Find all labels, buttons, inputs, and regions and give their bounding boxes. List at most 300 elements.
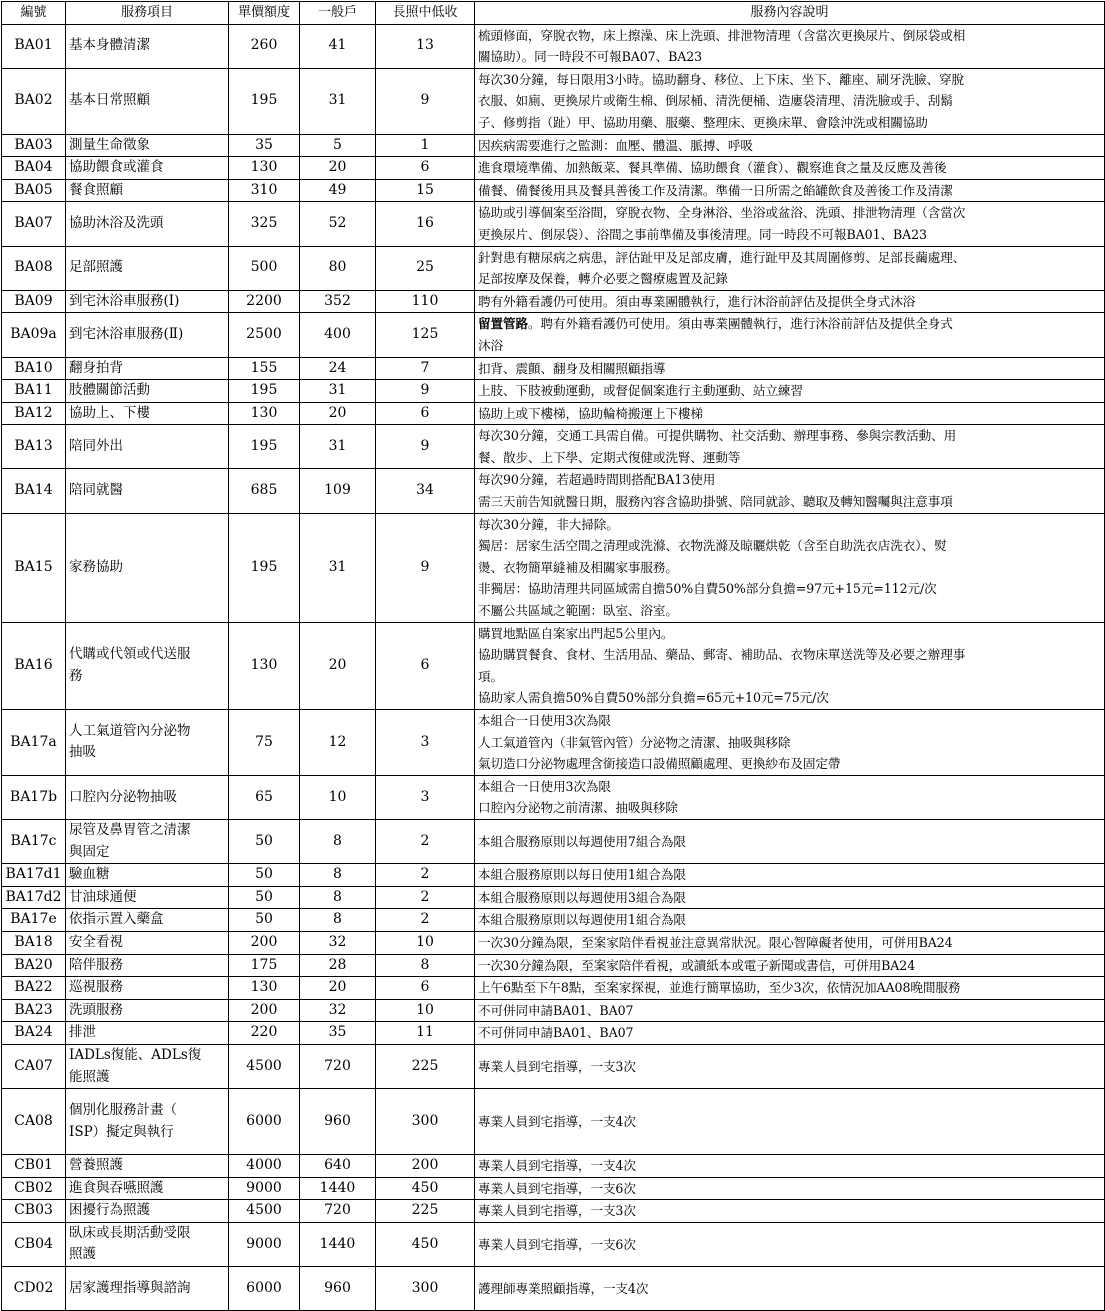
general-household-amount: 5: [300, 134, 376, 157]
service-description: [475, 179, 1105, 202]
service-name-line: 巡視服務: [69, 979, 123, 996]
unit-price: 155: [229, 357, 300, 380]
service-code: BA02: [2, 68, 66, 134]
service-name: [66, 246, 229, 290]
service-name-line: 與固定: [69, 843, 110, 860]
service-name: [66, 1266, 229, 1310]
general-household-amount: 35: [300, 1022, 376, 1045]
description-line: [478, 644, 1101, 666]
general-household-amount: 20: [300, 157, 376, 180]
service-name-line: 協助沐浴及洗頭: [69, 215, 164, 232]
service-name-line: 到宅沐浴車服務(Ⅰ): [69, 292, 180, 309]
service-code: BA15: [2, 513, 66, 622]
service-description: [475, 290, 1105, 313]
low-income-amount: 11: [376, 1022, 475, 1045]
description-line: [478, 623, 1101, 645]
description-line: [478, 1155, 1101, 1177]
low-income-amount: 10: [376, 932, 475, 955]
description-line: [478, 313, 1101, 335]
table-row: [2, 157, 1105, 180]
description-line: [478, 1200, 1101, 1222]
service-description: [475, 864, 1105, 887]
service-description: [475, 1266, 1105, 1310]
unit-price: 9000: [229, 1222, 300, 1266]
low-income-amount: 2: [376, 820, 475, 864]
low-income-amount: 2: [376, 909, 475, 932]
table-row: [2, 932, 1105, 955]
description-line: [478, 447, 1101, 469]
service-name: [66, 134, 229, 157]
service-name-line: ISP）擬定與執行: [69, 1123, 174, 1140]
table-row: [2, 1044, 1105, 1088]
service-name: [66, 775, 229, 819]
service-name-line: 家務協助: [69, 558, 123, 575]
description-line: [478, 535, 1101, 557]
unit-price: 130: [229, 157, 300, 180]
description-text: 。聘有外籍看護仍可使用。須由專業團體執行，進行沐浴前評估及提供全身式: [527, 316, 953, 332]
description-text: 協助家人需負擔50%自費50%部分負擔=65元+10元=75元/次: [478, 690, 829, 706]
table-row: [2, 775, 1105, 819]
description-text: 衣服、如廁、更換尿片或衛生棉、倒尿桶、清洗便桶、造廔袋清理、清洗臉或手、刮鬍: [478, 93, 953, 109]
service-code: BA17c: [2, 820, 66, 864]
table-header-row: [2, 2, 1105, 25]
description-line: [478, 1022, 1101, 1044]
unit-price: 195: [229, 68, 300, 134]
service-code: BA01: [2, 24, 66, 68]
service-code: BA17b: [2, 775, 66, 819]
service-name-line: 足部照護: [69, 259, 123, 276]
description-line: [478, 687, 1101, 709]
low-income-amount: 9: [376, 380, 475, 403]
low-income-amount: 6: [376, 157, 475, 180]
description-line: [478, 1234, 1101, 1256]
table-row: [2, 425, 1105, 469]
general-household-amount: 10: [300, 775, 376, 819]
description-line: [478, 112, 1101, 134]
unit-price: 130: [229, 402, 300, 425]
description-line: [478, 380, 1101, 402]
table-row: [2, 1222, 1105, 1266]
low-income-amount: 300: [376, 1266, 475, 1310]
low-income-amount: 200: [376, 1154, 475, 1177]
table-row: [2, 513, 1105, 622]
description-text: 氣切造口分泌物處理含銜接造口設備照顧處理、更換紗布及固定帶: [478, 756, 841, 772]
general-household-amount: 1440: [300, 1222, 376, 1266]
unit-price: 200: [229, 999, 300, 1022]
service-name-line: 進食與吞嚥照護: [69, 1179, 164, 1196]
description-text: 上午6點至下午8點，至案家探視，並進行簡單協助，至少3次，依情況加AA08晚間服務: [478, 980, 961, 996]
description-line: [478, 135, 1101, 157]
service-description: [475, 954, 1105, 977]
general-household-amount: 20: [300, 402, 376, 425]
description-line: [478, 666, 1101, 688]
service-code: CA07: [2, 1044, 66, 1088]
description-line: [478, 909, 1101, 931]
description-text: 上肢、下肢被動運動，或督促個案進行主動運動、站立練習: [478, 383, 803, 399]
description-text: 沐浴: [478, 337, 503, 353]
service-description: [475, 380, 1105, 403]
general-household-amount: 12: [300, 710, 376, 776]
service-name: [66, 886, 229, 909]
description-text: 護理師專業照顧指導，一支4次: [478, 1280, 649, 1296]
service-code: BA16: [2, 622, 66, 709]
low-income-amount: 16: [376, 202, 475, 246]
description-line: [478, 469, 1101, 491]
description-line: [478, 831, 1101, 853]
service-name: [66, 1022, 229, 1045]
description-text: 非獨居：協助清理共同區域需自擔50%自費50%部分負擔=97元+15元=112元/次: [478, 581, 937, 597]
description-line: [478, 776, 1101, 798]
service-name: [66, 1222, 229, 1266]
general-household-amount: 31: [300, 425, 376, 469]
service-name: [66, 357, 229, 380]
service-description: [475, 24, 1105, 68]
table-row: [2, 864, 1105, 887]
description-text: 專業人員到宅指導，一支4次: [478, 1157, 636, 1173]
description-text: 燙、衣物簡單縫補及相關家事服務。: [478, 559, 678, 575]
service-name: [66, 909, 229, 932]
description-line: [478, 1278, 1101, 1300]
low-income-amount: 6: [376, 402, 475, 425]
description-text: 子、修剪指（趾）甲、協助用藥、服藥、整理床、更換床單、會陰沖洗或相關協助: [478, 114, 928, 130]
general-household-amount: 8: [300, 886, 376, 909]
description-line: [478, 600, 1101, 622]
service-code: BA12: [2, 402, 66, 425]
unit-price: 130: [229, 622, 300, 709]
description-line: [478, 403, 1101, 425]
table-row: [2, 290, 1105, 313]
service-name-line: IADLs復能、ADLs復: [69, 1046, 202, 1063]
service-description: [475, 402, 1105, 425]
service-name-line: 陪同就醫: [69, 482, 123, 499]
description-line: [478, 268, 1101, 290]
description-line: [478, 955, 1101, 977]
description-text: 進食環境準備、加熱飯菜、餐具準備、協助餵食（灌食）、觀察進食之量及反應及善後: [478, 160, 947, 176]
description-line: [478, 887, 1101, 909]
table-row: [2, 1266, 1105, 1310]
service-name-line: 協助餵食或灌食: [69, 159, 164, 176]
col-header-service: 服務項目: [66, 2, 229, 25]
service-name: [66, 622, 229, 709]
unit-price: 4500: [229, 1200, 300, 1223]
description-text: 本組合服務原則以每週使用3組合為限: [478, 889, 686, 905]
description-line: [478, 1178, 1101, 1200]
description-text: 針對患有糖尿病之病患，評估趾甲及足部皮膚，進行趾甲及其周圍修剪、足部長繭處理、: [478, 249, 966, 265]
service-description: [475, 1222, 1105, 1266]
service-description: [475, 886, 1105, 909]
service-name: [66, 313, 229, 357]
description-text: 梳頭修面，穿脫衣物，床上擦澡、床上洗頭、排泄物清理（含當次更換尿片、倒尿袋或相: [478, 27, 966, 43]
table-row: [2, 999, 1105, 1022]
service-description: [475, 775, 1105, 819]
service-name: [66, 425, 229, 469]
service-name-line: 肢體關節活動: [69, 382, 150, 399]
unit-price: 50: [229, 886, 300, 909]
description-text: 項。: [478, 668, 503, 684]
service-description: [475, 425, 1105, 469]
description-text: 獨居：居家生活空間之清理或洗滌、衣物洗滌及晾曬烘乾（含至自助洗衣店洗衣）、熨: [478, 538, 947, 554]
description-text: 每次90分鐘，若超過時間則搭配BA13使用: [478, 472, 716, 488]
low-income-amount: 15: [376, 179, 475, 202]
service-description: [475, 202, 1105, 246]
unit-price: 6000: [229, 1089, 300, 1155]
description-text: 本組合一日使用3次為限: [478, 778, 611, 794]
service-name: [66, 513, 229, 622]
low-income-amount: 9: [376, 425, 475, 469]
description-text: 協助購買餐食、食材、生活用品、藥品、郵寄、補助品、衣物床單送洗等及必要之辦理事: [478, 647, 966, 663]
service-name: [66, 202, 229, 246]
description-text: 需三天前告知就醫日期，服務內容含協助掛號、陪同就診、聽取及轉知醫囑與注意事項: [478, 494, 953, 510]
service-name-line: 代購或代領或代送服: [69, 646, 191, 663]
service-name-line: 營養照護: [69, 1156, 123, 1173]
description-text: 一次30分鐘為限，至案家陪伴看視，或讀紙本或電子新聞或書信，可併用BA24: [478, 957, 916, 973]
service-code: BA04: [2, 157, 66, 180]
low-income-amount: 110: [376, 290, 475, 313]
description-line: [478, 46, 1101, 68]
table-row: [2, 202, 1105, 246]
unit-price: 325: [229, 202, 300, 246]
description-text: 因疾病需要進行之監測：血壓、體溫、脈搏、呼吸: [478, 137, 753, 153]
service-name: [66, 290, 229, 313]
service-name-line: 抽吸: [69, 744, 96, 761]
general-household-amount: 32: [300, 932, 376, 955]
service-name: [66, 469, 229, 513]
low-income-amount: 8: [376, 954, 475, 977]
unit-price: 500: [229, 246, 300, 290]
col-header-code: 編號: [2, 2, 66, 25]
service-name-line: 陪同外出: [69, 438, 123, 455]
service-name: [66, 157, 229, 180]
service-code: BA05: [2, 179, 66, 202]
description-line: [478, 932, 1101, 954]
service-name-line: 洗頭服務: [69, 1001, 123, 1018]
service-description: [475, 710, 1105, 776]
low-income-amount: 25: [376, 246, 475, 290]
service-code: CB01: [2, 1154, 66, 1177]
table-row: [2, 954, 1105, 977]
general-household-amount: 49: [300, 179, 376, 202]
unit-price: 6000: [229, 1266, 300, 1310]
service-description: [475, 1022, 1105, 1045]
description-line: [478, 578, 1101, 600]
description-text: 本組合服務原則以每週使用1組合為限: [478, 912, 686, 928]
service-table: [1, 1, 1105, 1311]
unit-price: 200: [229, 932, 300, 955]
col-header-general: 一般戶: [300, 2, 376, 25]
service-name-line: 基本身體清潔: [69, 37, 150, 54]
unit-price: 310: [229, 179, 300, 202]
description-text: 專業人員到宅指導，一支4次: [478, 1113, 636, 1129]
service-description: [475, 622, 1105, 709]
low-income-amount: 125: [376, 313, 475, 357]
service-name: [66, 1200, 229, 1223]
service-name: [66, 179, 229, 202]
table-row: [2, 820, 1105, 864]
unit-price: 65: [229, 775, 300, 819]
description-text: 本組合一日使用3次為限: [478, 713, 611, 729]
unit-price: 220: [229, 1022, 300, 1045]
table-row: [2, 909, 1105, 932]
service-code: BA11: [2, 380, 66, 403]
service-name: [66, 977, 229, 1000]
service-name-line: 翻身拍背: [69, 359, 123, 376]
description-line: [478, 732, 1101, 754]
service-name: [66, 1177, 229, 1200]
description-text: 本組合服務原則以每日使用1組合為限: [478, 867, 686, 883]
service-code: BA03: [2, 134, 66, 157]
unit-price: 2500: [229, 313, 300, 357]
service-description: [475, 1200, 1105, 1223]
unit-price: 260: [229, 24, 300, 68]
unit-price: 130: [229, 977, 300, 1000]
service-description: [475, 820, 1105, 864]
service-code: BA10: [2, 357, 66, 380]
service-name: [66, 954, 229, 977]
general-household-amount: 960: [300, 1266, 376, 1310]
table-row: [2, 246, 1105, 290]
service-code: CA08: [2, 1089, 66, 1155]
service-description: [475, 977, 1105, 1000]
table-row: [2, 24, 1105, 68]
service-description: [475, 1089, 1105, 1155]
description-line: [478, 864, 1101, 886]
description-text: 備餐、備餐後用具及餐具善後工作及清潔。準備一日所需之餡罐飲食及善後工作及清潔: [478, 182, 953, 198]
description-text: 足部按摩及保養，轉介必要之醫療處置及記錄: [478, 271, 728, 287]
description-text: 專業人員到宅指導，一支6次: [478, 1180, 636, 1196]
description-text: 專業人員到宅指導，一支3次: [478, 1203, 636, 1219]
unit-price: 50: [229, 820, 300, 864]
service-code: BA14: [2, 469, 66, 513]
unit-price: 50: [229, 864, 300, 887]
general-household-amount: 109: [300, 469, 376, 513]
description-line: [478, 1000, 1101, 1022]
service-code: BA09a: [2, 313, 66, 357]
description-text: 不屬公共區域之範圍：臥室、浴室。: [478, 603, 678, 619]
low-income-amount: 225: [376, 1200, 475, 1223]
description-text: 一次30分鐘為限，至案家陪伴看視並注意異常狀況。限心智障礙者使用，可併用BA24: [478, 935, 953, 951]
description-line: [478, 157, 1101, 179]
table-row: [2, 134, 1105, 157]
description-text: 每次30分鐘，非大掃除。: [478, 516, 619, 532]
description-line: [478, 425, 1101, 447]
description-line: [478, 710, 1101, 732]
service-name-line: 困擾行為照護: [69, 1202, 150, 1219]
unit-price: 50: [229, 909, 300, 932]
service-name-line: 人工氣道管內分泌物: [69, 722, 191, 739]
service-code: BA17d2: [2, 886, 66, 909]
general-household-amount: 640: [300, 1154, 376, 1177]
service-code: CB04: [2, 1222, 66, 1266]
low-income-amount: 7: [376, 357, 475, 380]
description-line: [478, 797, 1101, 819]
description-text: 本組合服務原則以每週使用7組合為限: [478, 833, 686, 849]
unit-price: 195: [229, 380, 300, 403]
service-description: [475, 999, 1105, 1022]
service-name-line: 甘油球通便: [69, 888, 137, 905]
service-description: [475, 1044, 1105, 1088]
service-name-line: 排泄: [69, 1024, 96, 1041]
unit-price: 195: [229, 425, 300, 469]
general-household-amount: 352: [300, 290, 376, 313]
low-income-amount: 1: [376, 134, 475, 157]
service-name: [66, 1154, 229, 1177]
service-code: BA17e: [2, 909, 66, 932]
service-name-line: 依指示置入藥盒: [69, 911, 164, 928]
unit-price: 685: [229, 469, 300, 513]
service-code: BA08: [2, 246, 66, 290]
service-description: [475, 1177, 1105, 1200]
unit-price: 35: [229, 134, 300, 157]
col-header-price: 單價額度: [229, 2, 300, 25]
unit-price: 4500: [229, 1044, 300, 1088]
service-code: BA13: [2, 425, 66, 469]
table-row: [2, 622, 1105, 709]
low-income-amount: 2: [376, 864, 475, 887]
general-household-amount: 31: [300, 68, 376, 134]
description-text: 專業人員到宅指導，一支6次: [478, 1236, 636, 1252]
unit-price: 9000: [229, 1177, 300, 1200]
service-name: [66, 402, 229, 425]
description-text: 不可併同申請BA01、BA07: [478, 1025, 634, 1041]
table-row: [2, 1154, 1105, 1177]
service-description: [475, 68, 1105, 134]
service-name-line: 陪伴服務: [69, 956, 123, 973]
general-household-amount: 8: [300, 820, 376, 864]
low-income-amount: 450: [376, 1177, 475, 1200]
service-description: [475, 469, 1105, 513]
description-text: 每次30分鐘，每日限用3小時。協助翻身、移位、上下床、坐下、離座、刷牙洗臉、穿脫: [478, 71, 965, 87]
description-line: [478, 247, 1101, 269]
service-description: [475, 246, 1105, 290]
service-code: BA18: [2, 932, 66, 955]
low-income-amount: 6: [376, 977, 475, 1000]
service-description: [475, 932, 1105, 955]
service-name: [66, 380, 229, 403]
service-name-line: 居家護理指導與諮詢: [69, 1279, 191, 1296]
description-line: [478, 180, 1101, 202]
description-line: [478, 358, 1101, 380]
unit-price: 175: [229, 954, 300, 977]
service-name-line: 個別化服務計畫（: [69, 1101, 177, 1118]
description-line: [478, 753, 1101, 775]
general-household-amount: 41: [300, 24, 376, 68]
table-row: [2, 1089, 1105, 1155]
general-household-amount: 720: [300, 1044, 376, 1088]
description-text: 不可併同申請BA01、BA07: [478, 1002, 634, 1018]
description-line: [478, 491, 1101, 513]
service-description: [475, 513, 1105, 622]
description-text: 更換尿片、倒尿袋）、浴間之事前準備及事後清理。同一時段不可報BA01、BA23: [478, 226, 927, 242]
low-income-amount: 300: [376, 1089, 475, 1155]
service-description: [475, 909, 1105, 932]
service-name: [66, 820, 229, 864]
general-household-amount: 28: [300, 954, 376, 977]
table-row: [2, 380, 1105, 403]
description-text: 人工氣道管內（非氣管內管）分泌物之清潔、抽吸與移除: [478, 734, 791, 750]
table-row: [2, 68, 1105, 134]
description-line: [478, 977, 1101, 999]
service-description: [475, 313, 1105, 357]
description-emphasis: 留置管路: [478, 316, 528, 332]
service-name-line: 尿管及鼻胃管之清潔: [69, 822, 191, 839]
service-name-line: 能照護: [69, 1068, 110, 1085]
service-code: BA09: [2, 290, 66, 313]
service-code: CB02: [2, 1177, 66, 1200]
description-text: 協助上或下樓梯，協助輪椅搬運上下樓梯: [478, 405, 703, 421]
service-name-line: 臥床或長期活動受限: [69, 1224, 191, 1241]
general-household-amount: 32: [300, 999, 376, 1022]
service-code: BA22: [2, 977, 66, 1000]
